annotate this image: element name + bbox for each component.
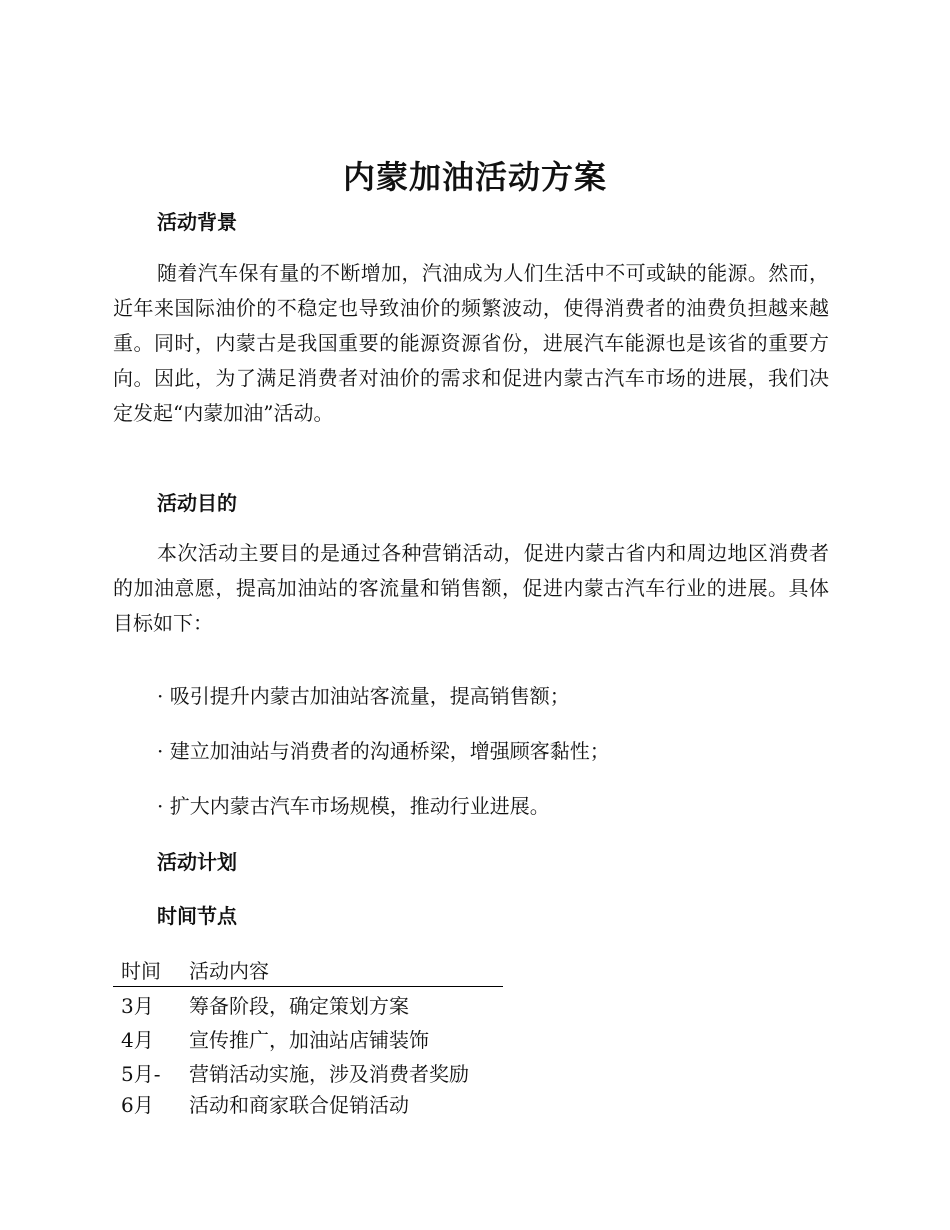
paragraph-purpose: 本次活动主要目的是通过各种营销活动，促进内蒙古省内和周边地区消费者的加油意愿，提高加油站的客流量和销售额，促进内蒙古汽车行业的进展。具体目标如下： bbox=[113, 541, 829, 635]
table-row bbox=[113, 1021, 503, 1055]
timeline-table bbox=[113, 952, 503, 1117]
document-title: 内蒙加油活动方案 bbox=[342, 158, 607, 196]
table-cell: 营销活动实施，涉及消费者奖励 bbox=[189, 1061, 469, 1086]
table-cell: 3月 bbox=[121, 993, 154, 1018]
goal-item: · 扩大内蒙古汽车市场规模，推动行业进展。 bbox=[157, 794, 550, 818]
table-row bbox=[113, 987, 503, 1021]
table-row bbox=[113, 1055, 503, 1089]
goal-item: · 吸引提升内蒙古加油站客流量，提高销售额； bbox=[157, 684, 570, 708]
table-cell: 4月 bbox=[121, 1027, 154, 1052]
table-cell: 活动和商家联合促销活动 bbox=[189, 1092, 409, 1117]
table-header-cell: 时间 bbox=[121, 958, 161, 983]
table-cell: 筹备阶段，确定策划方案 bbox=[189, 993, 409, 1018]
heading-background: 活动背景 bbox=[157, 210, 237, 234]
heading-plan: 活动计划 bbox=[157, 850, 237, 874]
table-header-cell: 活动内容 bbox=[189, 958, 269, 983]
paragraph-background: 随着汽车保有量的不断增加，汽油成为人们生活中不可或缺的能源。然而，近年来国际油价的不稳定也导致油价的频繁波动，使得消费者的油费负担越来越重。同时，内蒙古是我国重要的能源资源省份，进展汽车能源也是该省的重要方向。因此，为了满足消费者对油价的需求和促进内蒙古汽车市场的进展，我们决定发起“内蒙加油”活动。 bbox=[113, 261, 829, 425]
goal-item: · 建立加油站与消费者的沟通桥梁，增强顾客黏性； bbox=[157, 739, 610, 763]
table-row bbox=[113, 1089, 503, 1117]
table-cell: 6月 bbox=[121, 1092, 154, 1117]
table-cell: 5月- bbox=[121, 1061, 161, 1086]
heading-purpose: 活动目的 bbox=[157, 491, 237, 515]
table-cell: 宣传推广，加油站店铺装饰 bbox=[189, 1027, 429, 1052]
table-header-row bbox=[113, 952, 503, 987]
heading-timeline: 时间节点 bbox=[157, 904, 237, 928]
